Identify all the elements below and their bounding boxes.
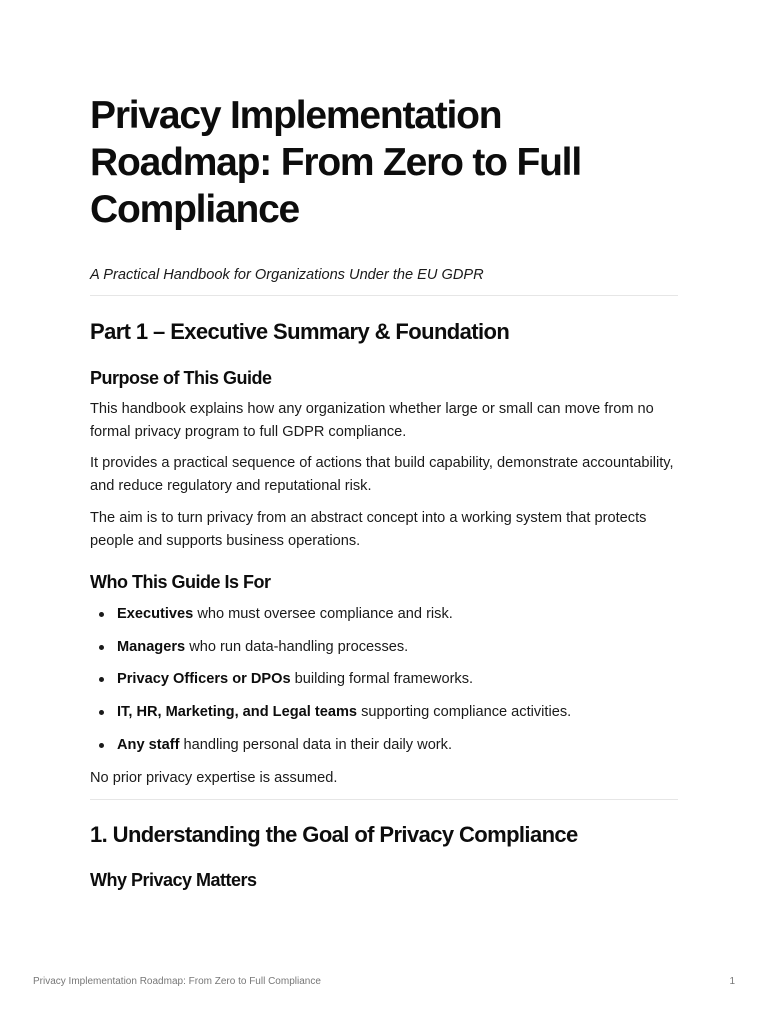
audience-description: building formal frameworks.: [290, 671, 474, 688]
footer-running-title: Privacy Implementation Roadmap: From Zero to Full Compliance: [33, 976, 321, 987]
audience-heading: Who This Guide Is For: [90, 572, 271, 592]
audience-closing: No prior privacy expertise is assumed.: [90, 770, 338, 786]
audience-description: who must oversee compliance and risk.: [193, 606, 453, 622]
audience-role: Executives: [117, 606, 194, 622]
why-privacy-heading: Why Privacy Matters: [90, 870, 257, 890]
list-item: [90, 636, 678, 669]
section-1-heading: 1. Understanding the Goal of Privacy Compliance: [90, 822, 578, 847]
list-item: [90, 603, 678, 636]
list-item: [90, 701, 678, 734]
audience-description: who run data-handling processes.: [185, 638, 409, 655]
audience-role: Privacy Officers or DPOs: [117, 671, 291, 688]
audience-role: IT, HR, Marketing, and Legal teams: [117, 704, 358, 721]
divider: [90, 799, 678, 800]
purpose-paragraph: The aim is to turn privacy from an abstract concept into a working system that protects people and supports business operations.: [90, 510, 647, 549]
document-title: Privacy Implementation Roadmap: From Zero to Full Compliance: [90, 94, 581, 231]
part-1-heading: Part 1 – Executive Summary & Foundation: [90, 319, 510, 344]
purpose-heading: Purpose of This Guide: [90, 368, 272, 388]
audience-role: Managers: [117, 638, 186, 655]
bullet-icon: [99, 612, 104, 617]
bullet-icon: [99, 743, 104, 748]
purpose-paragraph: This handbook explains how any organization whether large or small can move from no formal privacy program to full GDPR compliance.: [90, 401, 654, 440]
list-item: [90, 668, 678, 701]
footer-page-number: 1: [729, 976, 735, 987]
audience-list: [90, 603, 678, 766]
bullet-icon: [99, 677, 104, 682]
list-item: [90, 734, 678, 767]
audience-description: supporting compliance activities.: [357, 704, 572, 721]
audience-description: handling personal data in their daily work.: [179, 736, 453, 753]
bullet-icon: [99, 645, 104, 650]
divider: [90, 295, 678, 296]
document-subtitle: A Practical Handbook for Organizations Under the EU GDPR: [90, 267, 484, 283]
purpose-paragraph: It provides a practical sequence of actions that build capability, demonstrate accountability, and reduce regulatory and reputational risk.: [90, 455, 674, 494]
bullet-icon: [99, 710, 104, 715]
audience-role: Any staff: [117, 736, 180, 753]
